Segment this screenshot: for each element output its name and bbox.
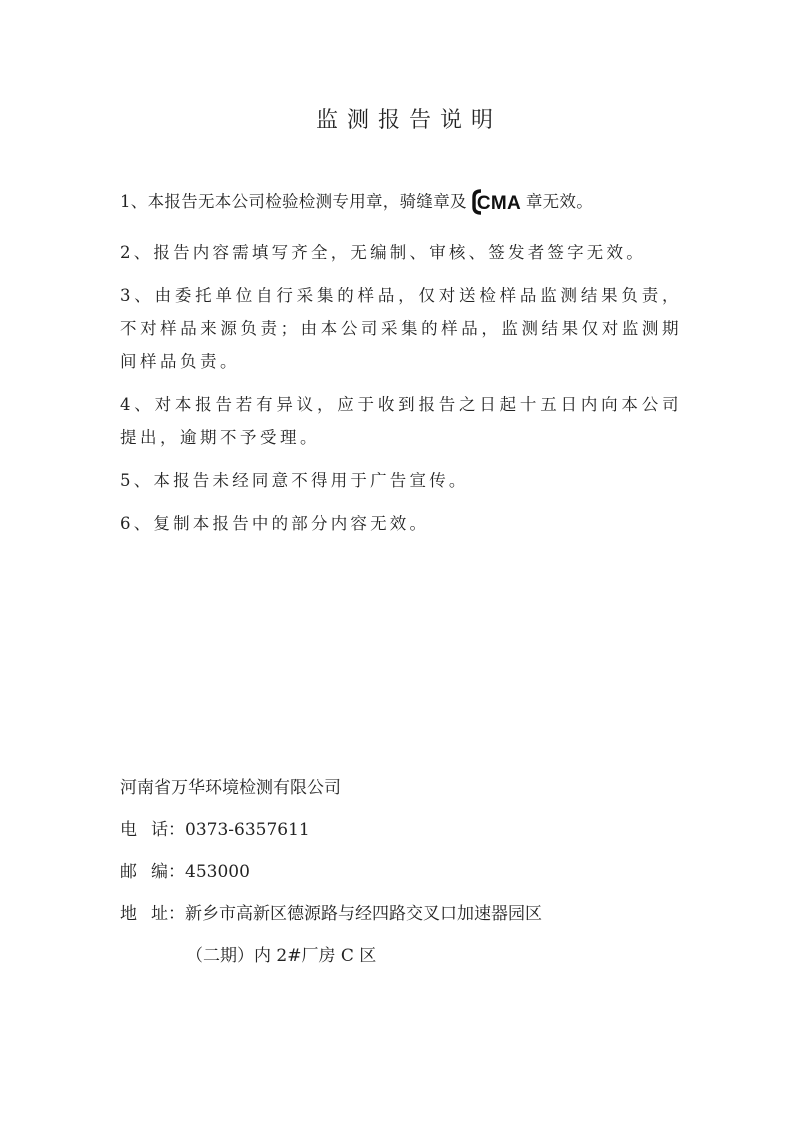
- note-4: 4、对本报告若有异议，应于收到报告之日起十五日内向本公司提出，逾期不予受理。: [120, 395, 682, 447]
- contact-info: [120, 773, 720, 983]
- note-2: 2、报告内容需填写齐全，无编制、审核、签发者签字无效。: [120, 243, 646, 262]
- note-3: 3、由委托单位自行采集的样品，仅对送检样品监测结果负责，不对样品来源负责；由本公司采集的样品，监测结果仅对监测期间样品负责。: [120, 286, 682, 371]
- postcode-line: [120, 857, 720, 899]
- address-line-2: （二期）内 2#厂房 C 区: [186, 946, 377, 966]
- cma-mark-text: CMA: [476, 193, 521, 214]
- postcode-value: 453000: [185, 862, 250, 882]
- note-5: 5、本报告未经同意不得用于广告宣传。: [120, 471, 469, 490]
- phone-label: 电: [120, 820, 137, 840]
- phone-line: [120, 815, 720, 857]
- cma-mark-icon: [472, 189, 522, 226]
- address-label-suffix: 址：: [151, 904, 185, 924]
- address-label: 地: [120, 904, 137, 924]
- page-title: 监测报告说明: [315, 108, 502, 133]
- company-name: 河南省万华环境检测有限公司: [120, 778, 341, 798]
- postcode-label-suffix: 编：: [151, 862, 185, 882]
- address-value: 新乡市高新区德源路与经四路交叉口加速器园区: [185, 904, 542, 924]
- phone-label-suffix: 话：: [151, 820, 185, 840]
- note-1-text: 1、本报告无本公司检验检测专用章，骑缝章及: [120, 192, 467, 211]
- note-1: [120, 185, 682, 226]
- note-1-suffix: 章无效。: [525, 192, 594, 211]
- phone-number: 0373-6357611: [185, 820, 310, 840]
- report-notes: [120, 185, 682, 550]
- address-line: [120, 899, 720, 941]
- note-6: 6、复制本报告中的部分内容无效。: [120, 514, 430, 533]
- postcode-label: 邮: [120, 862, 137, 882]
